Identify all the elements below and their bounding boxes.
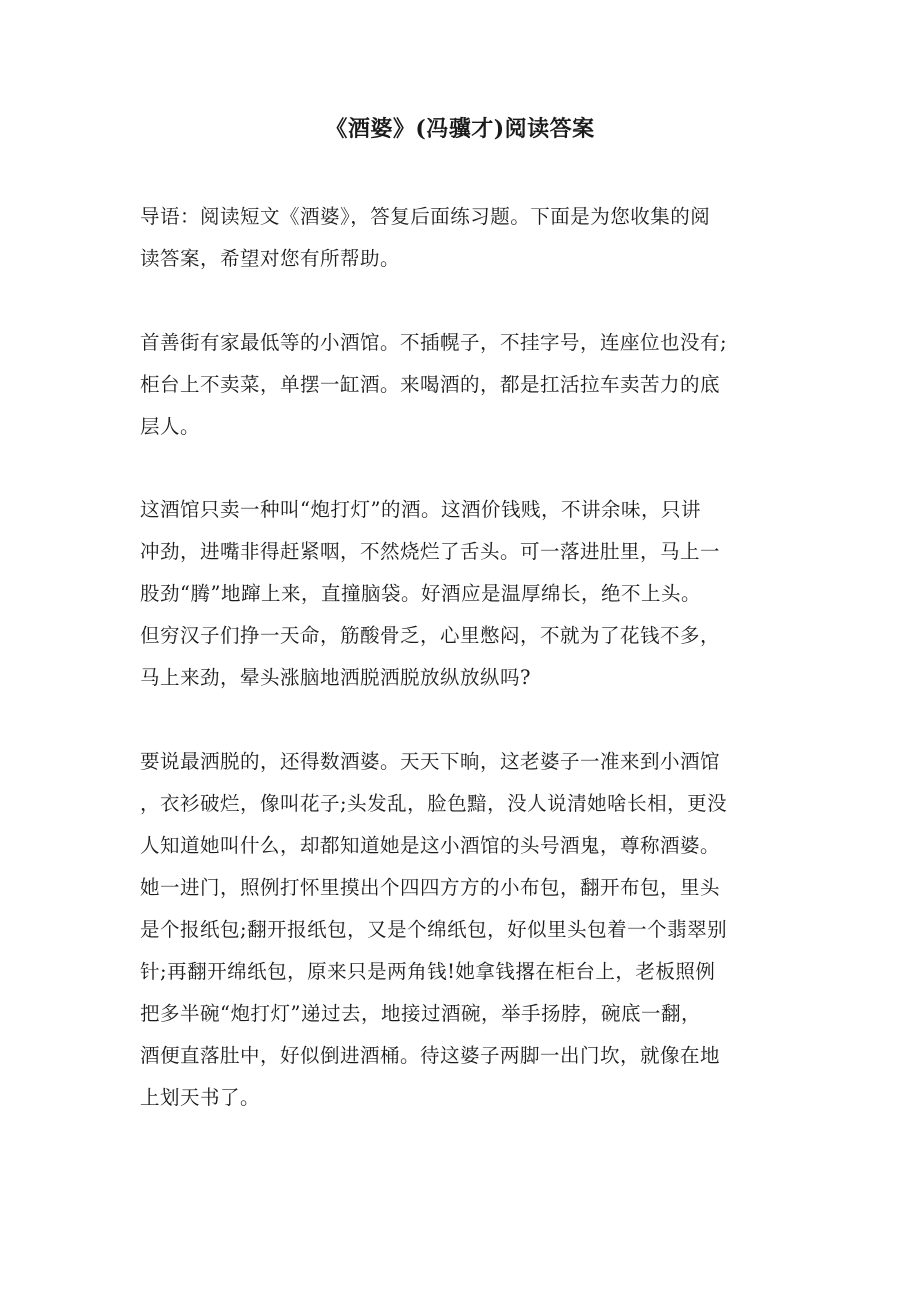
paragraph-line: 首善街有家最低等的小酒馆。不插幌子，不挂字号，连座位也没有; [140,331,728,354]
paragraph-line: 酒便直落肚中，好似倒进酒桶。待这婆子两脚一出门坎，就像在地 [140,1044,721,1067]
paragraph-line: 针;再翻开绵纸包，原来只是两角钱!她拿钱撂在柜台上，老板照例 [140,960,716,983]
paragraph-2 [140,489,790,699]
paragraph-line: 股劲“腾”地蹿上来，直撞脑袋。好酒应是温厚绵长，绝不上头。 [140,582,701,605]
paragraph-line: 马上来劲，晕头涨脑地洒脱洒脱放纵放纵吗? [140,666,531,689]
paragraph-line: 这酒馆只卖一种叫“炮打灯”的酒。这酒价钱贱，不讲余味，只讲 [140,498,701,521]
paragraph-line: 柜台上不卖菜，单摆一缸酒。来喝酒的，都是扛活拉车卖苦力的底 [140,373,721,396]
document-title: 《酒婆》(冯骥才)阅读答案 [325,116,595,142]
paragraph-line: ，衣衫破烂，像叫花子;头发乱，脸色黯，没人说清她啥长相，更没 [140,792,728,815]
paragraph-line: 把多半碗“炮打灯”递过去，地接过酒碗，举手扬脖，碗底一翻， [140,1002,701,1025]
paragraph-line: 她一进门，照例打怀里摸出个四四方方的小布包，翻开布包，里头 [140,876,721,899]
paragraph-line: 人知道她叫什么，却都知道她是这小酒馆的头号酒鬼，尊称酒婆。 [140,834,721,857]
intro-paragraph [140,196,790,280]
paragraph-line: 但穷汉子们挣一天命，筋酸骨乏，心里憋闷，不就为了花钱不多， [140,624,721,647]
paragraph-line: 上划天书了。 [140,1086,261,1109]
paragraph-line: 层人。 [140,415,201,438]
paragraph-3 [140,741,790,1119]
paragraph-line: 冲劲，进嘴非得赶紧咽，不然烧烂了舌头。可一落进肚里，马上一 [140,540,721,563]
paragraph-line: 要说最洒脱的，还得数酒婆。天天下晌，这老婆子一准来到小酒馆 [140,750,721,773]
paragraph-1 [140,322,790,448]
paragraph-line: 是个报纸包;翻开报纸包，又是个绵纸包，好似里头包着一个翡翠别 [140,918,728,941]
intro-line: 读答案，希望对您有所帮助。 [140,247,401,270]
intro-line: 导语：阅读短文《酒婆》，答复后面练习题。下面是为您收集的阅 [140,205,711,228]
